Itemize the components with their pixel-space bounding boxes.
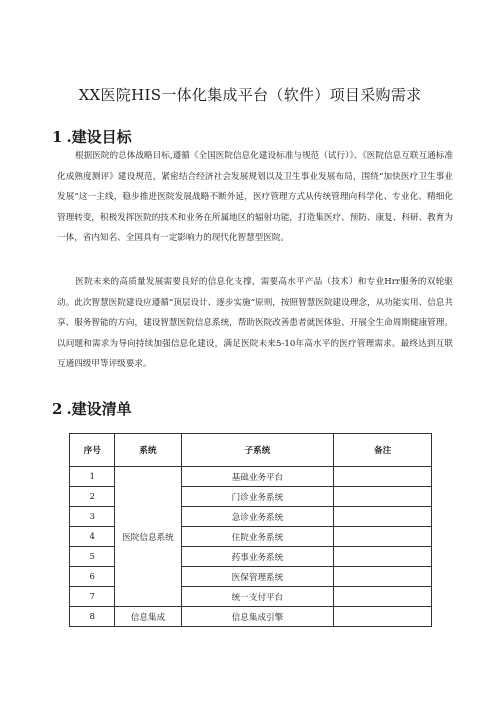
section-2-title: .建设清单 xyxy=(66,400,132,418)
construction-list-table xyxy=(69,433,432,627)
table-row xyxy=(70,607,432,627)
remark-cell xyxy=(334,487,432,507)
section-1-heading xyxy=(52,126,132,147)
subsystem-cell: 信息集成引擎 xyxy=(181,607,334,627)
system-group-cell: 信息集成 xyxy=(115,607,181,627)
subsystem-cell: 急诊业务系统 xyxy=(181,507,334,527)
section-1-paragraph-1 xyxy=(57,146,453,249)
header-system: 系统 xyxy=(115,434,181,467)
row-number: 4 xyxy=(70,527,115,547)
row-number: 3 xyxy=(70,507,115,527)
row-number: 8 xyxy=(70,607,115,627)
section-2-number: 2 xyxy=(52,400,63,418)
document-title: XX医院HIS一体化集成平台（软件）项目采购需求 xyxy=(78,86,422,104)
row-number: 5 xyxy=(70,547,115,567)
row-number: 7 xyxy=(70,587,115,607)
subsystem-cell: 统一支付平台 xyxy=(181,587,334,607)
remark-cell xyxy=(334,547,432,567)
remark-cell xyxy=(334,467,432,487)
subsystem-cell: 住院业务系统 xyxy=(181,527,334,547)
header-no: 序号 xyxy=(70,434,115,467)
section-2-heading xyxy=(52,398,132,419)
remark-cell xyxy=(334,587,432,607)
remark-cell xyxy=(334,567,432,587)
system-group-cell: 医院信息系统 xyxy=(115,467,181,607)
remark-cell xyxy=(334,507,432,527)
row-number: 6 xyxy=(70,567,115,587)
section-1-paragraph-1-text: 根据医院的总体战略目标,遵循《全国医院信息化建设标准与规范（试行）》、《医院信息互联互通标准化成熟度测评》建设规范，紧密结合经济社会发展规划以及卫生事业发展布局，围绕“加快医疗卫生事业发展”这一主线，稳步推进医院发展战略不断外延，医疗管理方式从传统管理向科学化、专业化、精细化管理转变，积极发挥医院的技术和业务在所属地区的辐射功能，打造集医疗、预防、康复、科研、教育为一体，省内知名、全国具有一定影响力的现代化智慧型医院。 xyxy=(57,151,453,243)
table-row xyxy=(70,467,432,487)
subsystem-cell: 药事业务系统 xyxy=(181,547,334,567)
section-1-number: 1 xyxy=(52,128,63,146)
section-1-paragraph-2-text: 医院未来的高质量发展需要良好的信息化支撑，需要高水平产品（技术）和专业Hrr服务的双轮驱动。此次智慧医院建设应遵循“顶层设计、逐步实施”原则，按照智慧医院建设理念，从功能实用、信息共享、服务智能的方向，建设智慧医院信息系统，帮助医院改善患者就医体验、开展全生命周期健康管理。以问题和需求为导向持续加强信息化建设，满足医院未来5-10年高水平的医疗管理需求。最终达到互联互通四级甲等评级要求。 xyxy=(57,277,453,369)
remark-cell xyxy=(334,527,432,547)
header-remark: 备注 xyxy=(334,434,432,467)
table-header-row xyxy=(70,434,432,467)
subsystem-cell: 基础业务平台 xyxy=(181,467,334,487)
subsystem-cell: 医保管理系统 xyxy=(181,567,334,587)
row-number: 2 xyxy=(70,487,115,507)
section-1-title: .建设目标 xyxy=(66,128,132,146)
subsystem-cell: 门诊业务系统 xyxy=(181,487,334,507)
row-number: 1 xyxy=(70,467,115,487)
section-1-paragraph-2 xyxy=(57,272,453,375)
remark-cell xyxy=(334,607,432,627)
header-subsystem: 子系统 xyxy=(181,434,334,467)
